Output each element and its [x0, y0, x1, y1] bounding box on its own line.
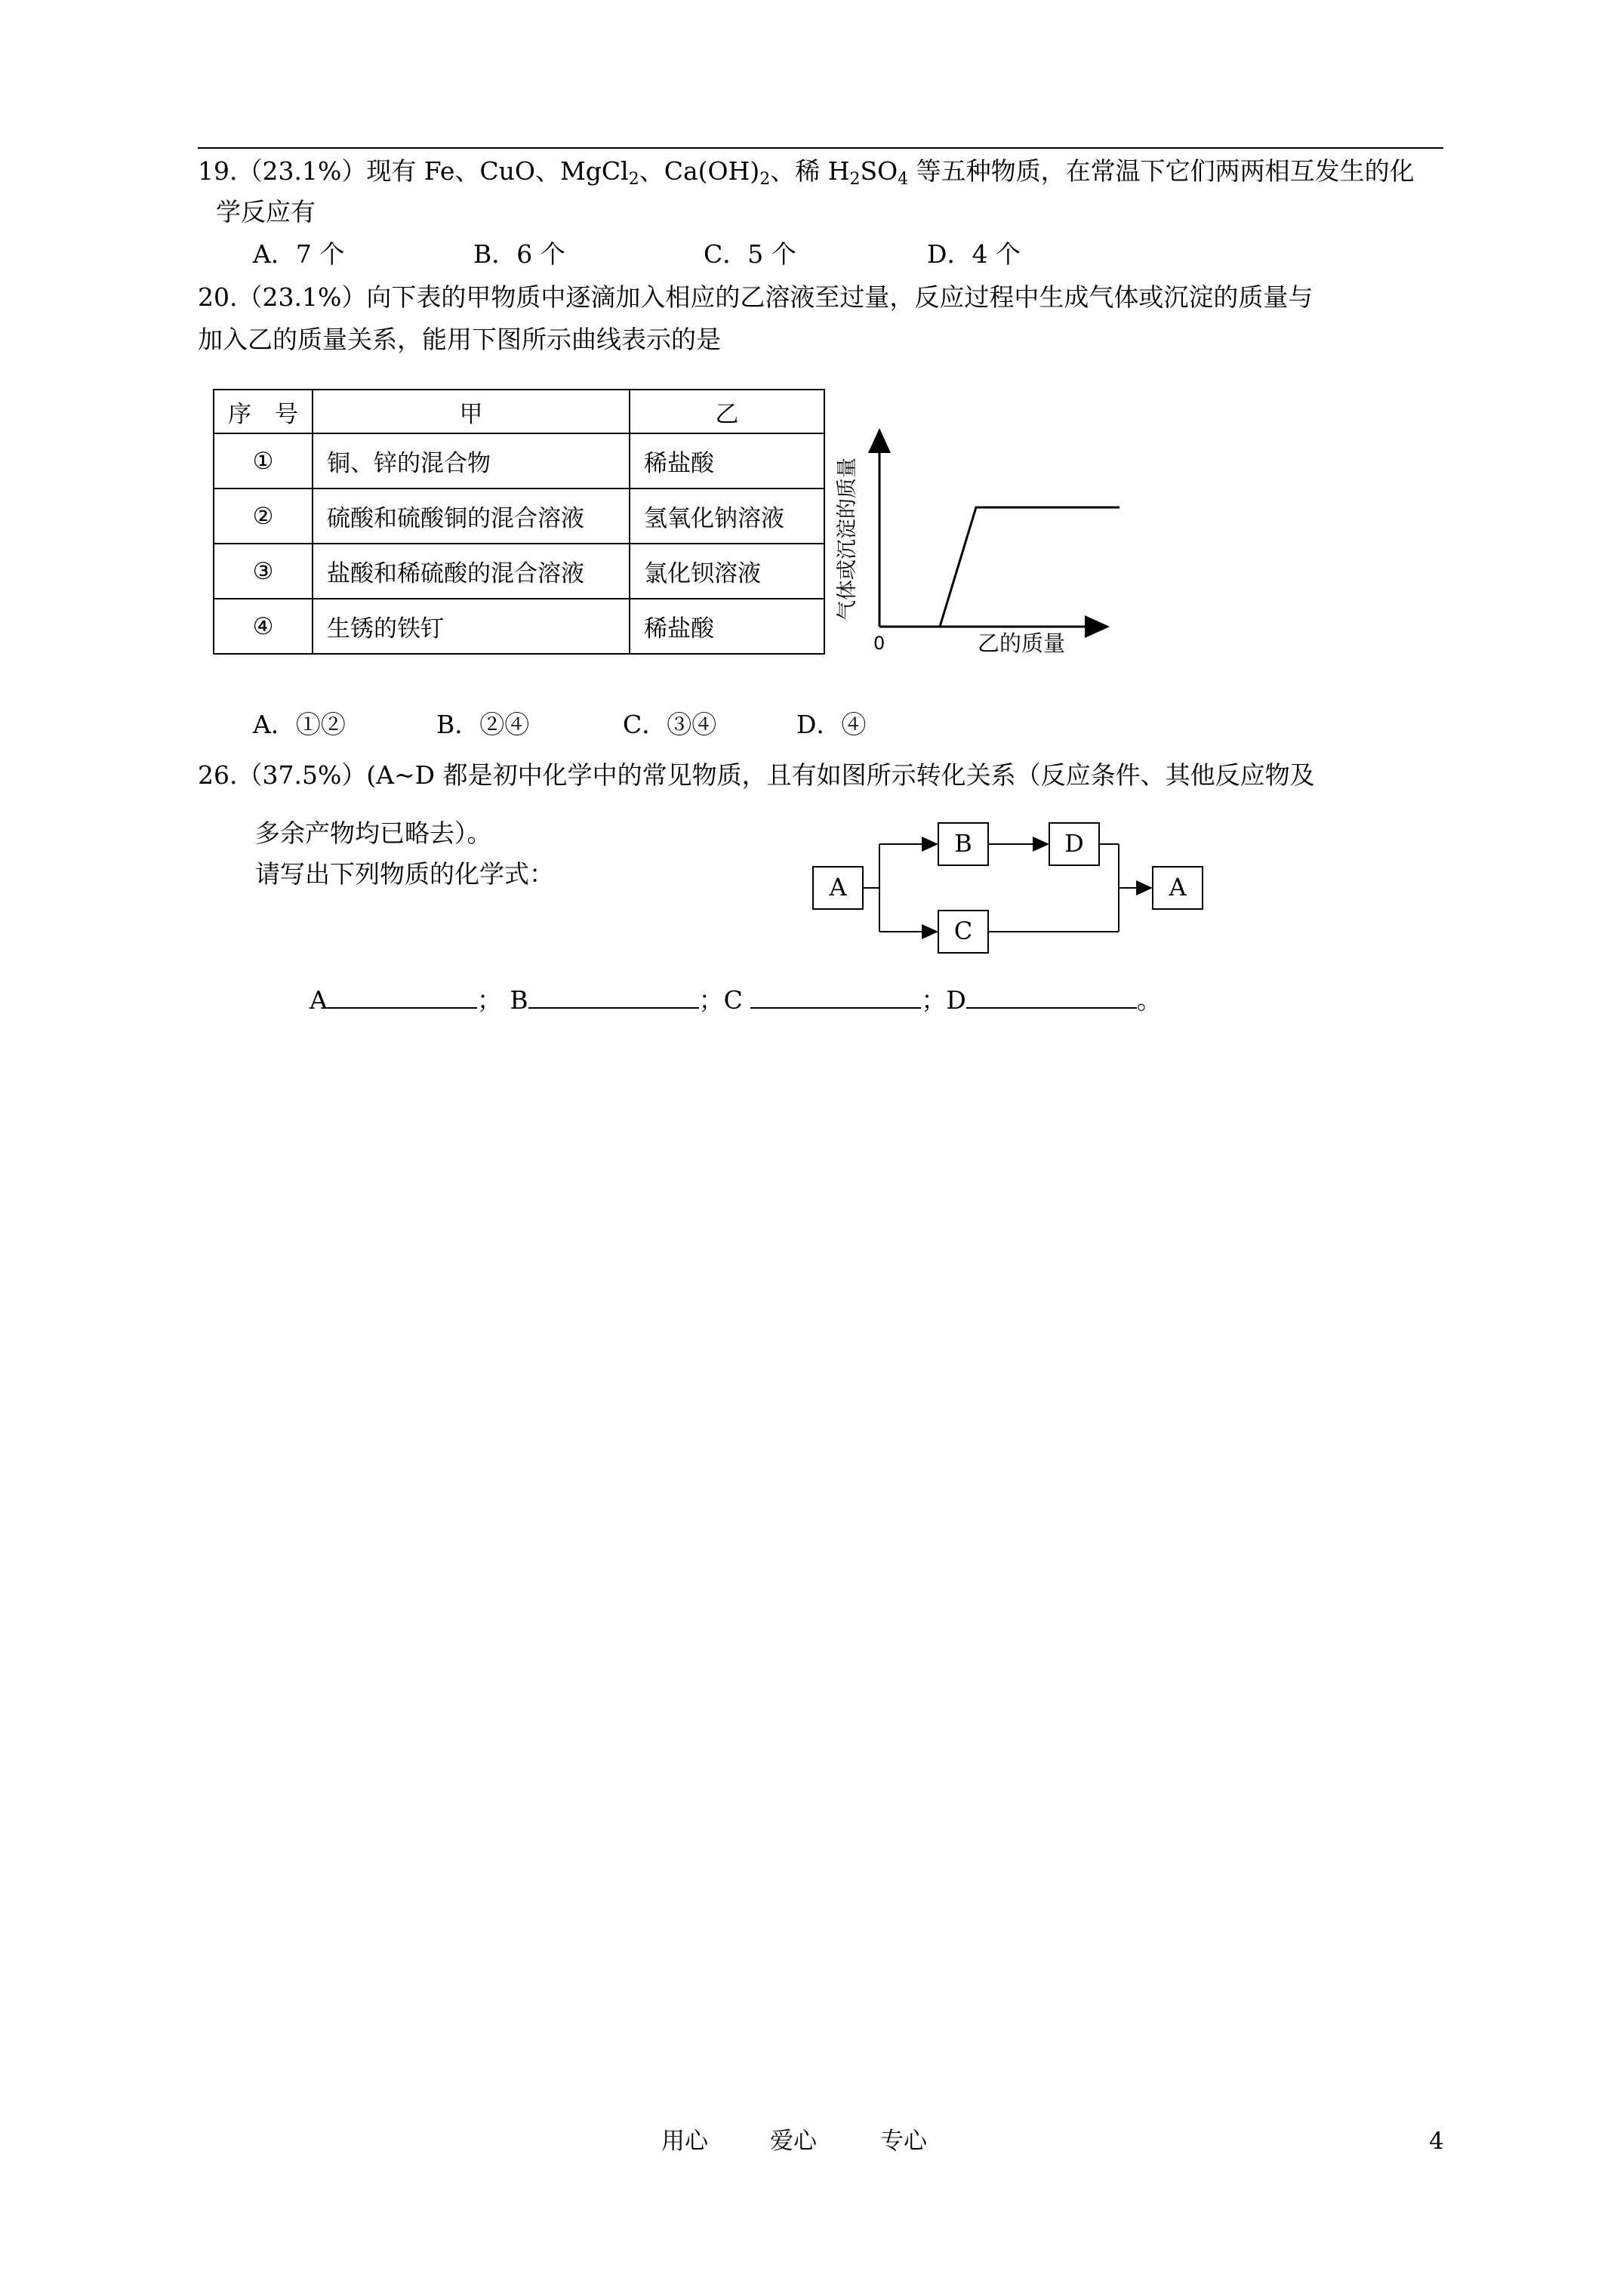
answer-blank-a[interactable] [328, 982, 477, 1009]
q19-option-d: D．4 个 [927, 239, 1021, 269]
q19-line2: 学反应有 [216, 197, 316, 227]
mass-graph [827, 423, 1129, 672]
table-cell: 氯化钡溶液 [630, 544, 824, 599]
q20-option-a: A．①② [253, 710, 346, 739]
header-rule [198, 147, 1443, 149]
answer-end-mark: 。 [1136, 985, 1162, 1015]
q19-sub2: 2 [759, 170, 771, 189]
graph-y-label: 气体或沉淀的质量 [836, 458, 859, 621]
reaction-table [213, 389, 825, 655]
q19-option-c: C．5 个 [704, 239, 796, 269]
table-row [214, 544, 824, 599]
answer-blank-b[interactable] [528, 982, 699, 1009]
page-number: 4 [1429, 2128, 1444, 2155]
flow-label-a-end: A [1169, 873, 1187, 901]
answer-blank-d[interactable] [966, 982, 1137, 1009]
table-header-yi: 乙 [630, 390, 824, 433]
q20-line2: 加入乙的质量关系，能用下图所示曲线表示的是 [198, 325, 721, 354]
q26-line2: 多余产物均已略去）。 [255, 818, 492, 848]
q26-line3: 请写出下列物质的化学式： [255, 859, 554, 889]
conversion-flow-diagram [800, 815, 1223, 966]
table-cell: 铜、锌的混合物 [313, 433, 630, 488]
q19-option-b: B．6 个 [473, 239, 565, 269]
footer-mid: 爱心 [770, 2128, 817, 2155]
graph-x-label: 乙的质量 [978, 630, 1066, 656]
q20-option-c: C．③④ [623, 710, 717, 739]
flow-label-d: D [1064, 829, 1084, 858]
table-cell: 硫酸和硫酸铜的混合溶液 [313, 488, 630, 544]
table-cell: 氢氧化钠溶液 [630, 488, 824, 544]
table-cell: 稀盐酸 [630, 433, 824, 488]
table-header-index: 序 号 [214, 390, 313, 433]
table-cell: ③ [214, 544, 313, 599]
q20-option-d: D．④ [796, 710, 867, 739]
answer-blank-c[interactable] [750, 982, 921, 1009]
q19-text-e: 等五种物质，在常温下它们两两相互发生的化 [908, 156, 1415, 186]
table-row [214, 599, 824, 654]
graph-origin-label: 0 [873, 633, 885, 654]
q19-sub1: 2 [628, 170, 639, 189]
q26-line1: 26.（37.5%）(A~D 都是初中化学中的常见物质，且有如图所示转化关系（反应条件、其他反应物及 [198, 760, 1315, 790]
answer-label-c: ；C [698, 985, 751, 1015]
q19-sub3: 2 [849, 170, 861, 189]
q26-answer-line [310, 982, 1162, 1017]
answer-label-b: ； B [476, 985, 528, 1015]
q19-text-d: SO [860, 156, 898, 186]
q19-text-a: 19.（23.1%）现有 Fe、CuO、MgCl [198, 156, 629, 186]
table-cell: 生锈的铁钉 [313, 599, 630, 654]
table-cell: ④ [214, 599, 313, 654]
q19-text-b: 、Ca(OH) [639, 156, 760, 186]
q20-line1: 20.（23.1%）向下表的甲物质中逐滴加入相应的乙溶液至过量，反应过程中生成气体或沉淀的质量与 [198, 282, 1313, 312]
footer-left: 用心 [661, 2128, 708, 2155]
table-header-jia: 甲 [313, 390, 630, 433]
q19-line1 [198, 155, 1415, 188]
table-cell: 盐酸和稀硫酸的混合溶液 [313, 544, 630, 599]
graph-curve [940, 507, 1119, 627]
table-cell: 稀盐酸 [630, 599, 824, 654]
answer-label-d: ；D [921, 985, 966, 1015]
flow-label-b: B [954, 829, 972, 858]
table-row [214, 433, 824, 488]
q19-sub4: 4 [898, 170, 909, 189]
flow-label-a-start: A [829, 873, 847, 901]
table-cell: ② [214, 488, 313, 544]
q20-option-b: B．②④ [436, 710, 530, 739]
flow-label-c: C [953, 917, 973, 945]
table-header-row [214, 390, 824, 433]
table-cell: ① [214, 433, 313, 488]
q19-text-c: 、稀 H [770, 156, 850, 186]
table-row [214, 488, 824, 544]
footer-right: 专心 [880, 2128, 927, 2155]
q19-option-a: A．7 个 [253, 239, 345, 269]
answer-label-a: A [310, 985, 328, 1015]
